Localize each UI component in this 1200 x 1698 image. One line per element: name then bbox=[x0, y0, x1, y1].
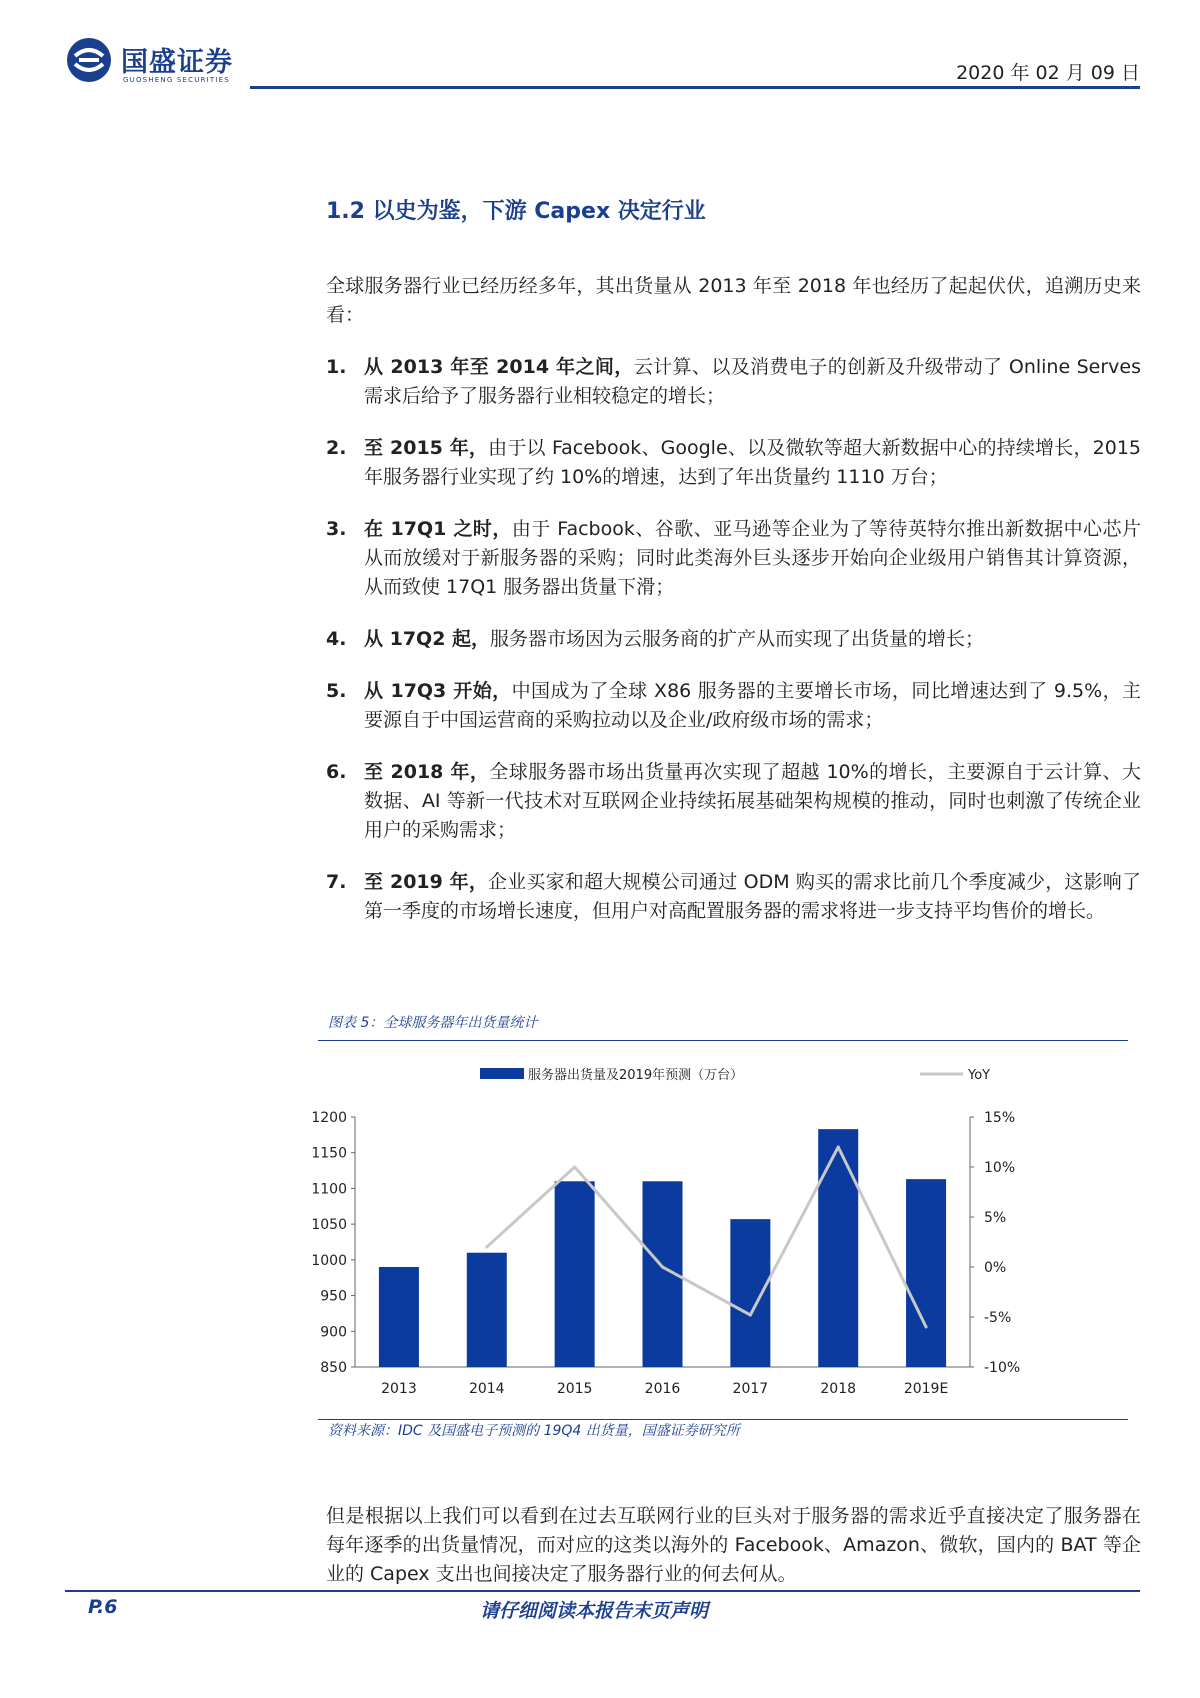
x-tick-label: 2016 bbox=[644, 1381, 681, 1397]
history-list bbox=[326, 353, 1141, 949]
list-text: 由于以 Facebook、Google、以及微软等超大新数据中心的持续增长，2015 年服务器行业实现了约 10%的增速，达到了年出货量约 1110 万台； bbox=[364, 437, 1141, 488]
yoy-line bbox=[487, 1147, 926, 1327]
left-tick-label: 950 bbox=[320, 1288, 347, 1305]
list-text: 由于 Facbook、谷歌、亚马逊等企业为了等待英特尔推出新数据中心芯片从而放缓对于新服务器的采购；同时此类海外巨头逐步开始向企业级用户销售其计算资源，从而致使 17Q1 服务器出货量下滑； bbox=[364, 518, 1141, 598]
x-tick-label: 2018 bbox=[820, 1381, 857, 1397]
figure-caption: 图表 5：全球服务器年出货量统计 bbox=[328, 1015, 538, 1031]
list-text: 云计算、以及消费电子的创新及升级带动了 Online Serves 需求后给予了服务器行业相较稳定的增长； bbox=[364, 356, 1141, 407]
yoy-point bbox=[661, 1266, 664, 1269]
list-number: 3. bbox=[326, 518, 347, 540]
x-tick-label: 2014 bbox=[468, 1381, 505, 1397]
bar bbox=[379, 1267, 419, 1367]
footer-divider bbox=[65, 1590, 1140, 1592]
yoy-point bbox=[485, 1246, 488, 1249]
x-tick-label: 2019E bbox=[903, 1381, 949, 1397]
page-number: P.6 bbox=[88, 1596, 118, 1618]
list-lead: 在 17Q1 之时， bbox=[364, 518, 512, 540]
list-number: 2. bbox=[326, 437, 347, 459]
right-tick-label: -5% bbox=[984, 1310, 1012, 1326]
section-title: 1.2 以史为鉴，下游 Capex 决定行业 bbox=[326, 199, 706, 224]
list-item bbox=[326, 434, 1141, 492]
list-item bbox=[326, 353, 1141, 411]
list-lead: 至 2015 年， bbox=[364, 437, 489, 459]
list-lead: 至 2019 年， bbox=[364, 871, 489, 893]
bar bbox=[730, 1219, 770, 1367]
bar bbox=[555, 1181, 595, 1367]
outro-paragraph: 但是根据以上我们可以看到在过去互联网行业的巨头对于服务器的需求近乎直接决定了服务器在每年逐季的出货量情况，而对应的这类以海外的 Facebook、Amazon、微软，国内的 BAT 等企业的 Capex 支出也间接决定了服务器行业的何去何从。 bbox=[326, 1505, 1141, 1585]
list-text: 服务器市场因为云服务商的扩产从而实现了出货量的增长； bbox=[490, 628, 985, 650]
x-tick-label: 2015 bbox=[556, 1381, 593, 1397]
right-tick-label: 10% bbox=[984, 1160, 1016, 1176]
disclaimer-note: 请仔细阅读本报告末页声明 bbox=[480, 1600, 709, 1622]
list-item bbox=[326, 677, 1141, 735]
bar bbox=[818, 1129, 858, 1367]
right-tick-label: 15% bbox=[984, 1110, 1016, 1126]
shipment-chart bbox=[311, 1045, 1128, 1415]
list-lead: 从 2013 年至 2014 年之间， bbox=[364, 356, 634, 378]
figure-source: 资料来源：IDC 及国盛电子预测的 19Q4 出货量，国盛证券研究所 bbox=[328, 1423, 740, 1439]
list-item bbox=[326, 868, 1141, 926]
x-axis-labels bbox=[381, 1381, 948, 1397]
legend-bar-label: 服务器出货量及2019年预测（万台） bbox=[528, 1068, 744, 1083]
intro-paragraph: 全球服务器行业已经历经多年，其出货量从 2013 年至 2018 年也经历了起起伏伏，追溯历史来看： bbox=[326, 275, 1141, 326]
left-tick-label: 1000 bbox=[311, 1252, 347, 1269]
list-lead: 至 2018 年， bbox=[364, 761, 490, 783]
legend-bar-swatch bbox=[480, 1068, 524, 1079]
left-tick-label: 1100 bbox=[311, 1181, 347, 1198]
left-tick-label: 1050 bbox=[311, 1217, 347, 1234]
right-tick-label: 5% bbox=[984, 1210, 1007, 1226]
figure-top-rule bbox=[318, 1040, 1128, 1041]
x-tick-label: 2013 bbox=[381, 1381, 417, 1397]
list-number: 6. bbox=[326, 761, 347, 783]
list-item bbox=[326, 515, 1141, 602]
logo-subtitle: GUOSHENG SECURITIES bbox=[123, 76, 230, 84]
logo-wordmark: 国盛证券 bbox=[121, 47, 233, 78]
list-lead: 从 17Q3 开始， bbox=[364, 680, 512, 702]
left-tick-label: 1150 bbox=[311, 1145, 347, 1162]
chart-legend bbox=[480, 1067, 990, 1083]
x-tick-label: 2017 bbox=[732, 1381, 769, 1397]
yoy-point bbox=[573, 1166, 576, 1169]
page-header bbox=[65, 36, 1140, 94]
list-lead: 从 17Q2 起， bbox=[364, 628, 491, 650]
list-number: 4. bbox=[326, 628, 347, 650]
yoy-series bbox=[485, 1146, 927, 1329]
list-text: 中国成为了全球 X86 服务器的主要增长市场，同比增速达到了 9.5%，主要源自于中国运营商的采购拉动以及企业/政府级市场的需求； bbox=[364, 680, 1141, 731]
bar bbox=[906, 1179, 946, 1367]
list-text: 全球服务器市场出货量再次实现了超越 10%的增长，主要源自于云计算、大数据、AI 等新一代技术对互联网企业持续拓展基础架构规模的推动，同时也刺激了传统企业用户的采购需求； bbox=[364, 761, 1141, 841]
yoy-point bbox=[749, 1314, 752, 1317]
yoy-point bbox=[837, 1146, 840, 1149]
header-divider bbox=[250, 86, 1140, 89]
left-tick-label: 900 bbox=[320, 1324, 347, 1341]
list-item bbox=[326, 758, 1141, 845]
list-number: 5. bbox=[326, 680, 347, 702]
left-tick-label: 850 bbox=[320, 1360, 347, 1376]
bar-series bbox=[379, 1129, 946, 1367]
list-text: 企业买家和超大规模公司通过 ODM 购买的需求比前几个季度减少，这影响了第一季度的市场增长速度，但用户对高配置服务器的需求将进一步支持平均售价的增长。 bbox=[364, 871, 1141, 922]
list-number: 7. bbox=[326, 871, 347, 893]
report-date: 2020 年 02 月 09 日 bbox=[956, 62, 1140, 84]
list-number: 1. bbox=[326, 356, 347, 378]
guosheng-logo-icon bbox=[65, 36, 113, 84]
left-tick-label: 1200 bbox=[311, 1110, 347, 1126]
yoy-point bbox=[925, 1326, 928, 1329]
right-tick-label: -10% bbox=[984, 1360, 1021, 1376]
bar bbox=[467, 1253, 507, 1367]
list-item bbox=[326, 625, 1141, 654]
legend-line-label: YoY bbox=[968, 1068, 991, 1083]
right-tick-label: 0% bbox=[984, 1260, 1007, 1276]
